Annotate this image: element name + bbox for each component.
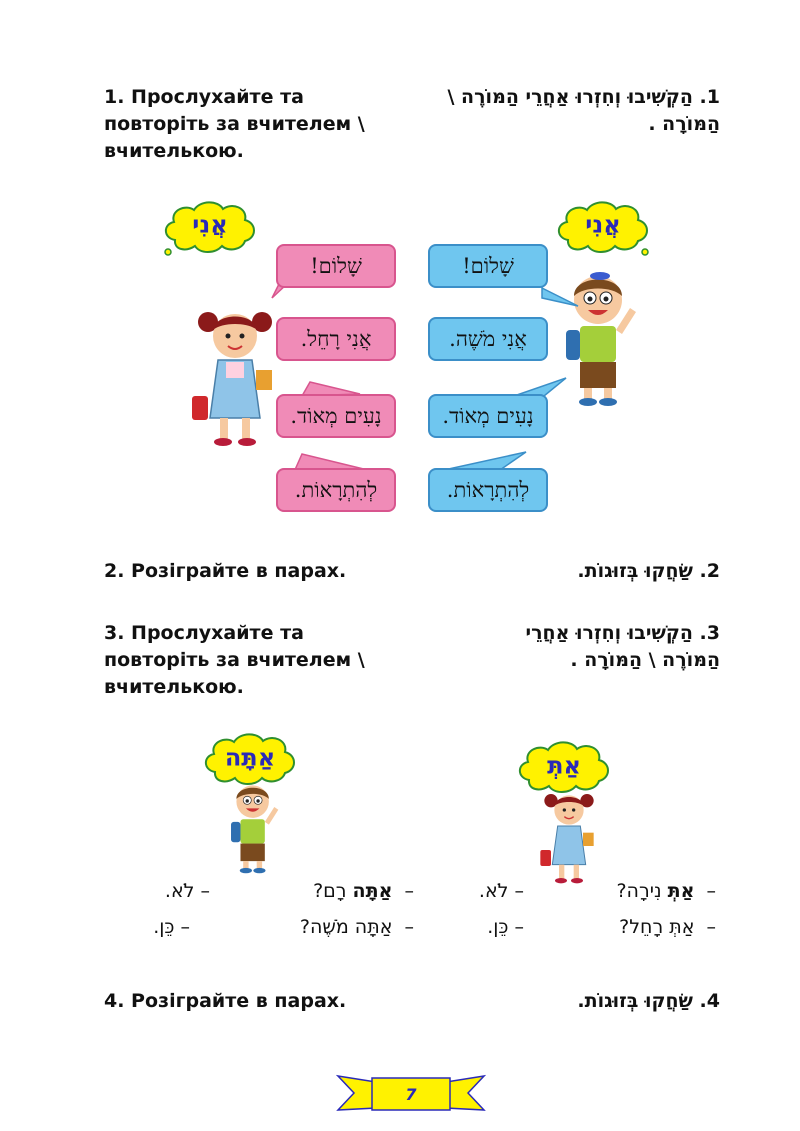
instruction-he-2: 2. שַׂחֲקוּ בְּזוּגוֹת. [577,560,720,582]
instruction-ua-1: 1. Прослухайте та повторіть за вчителем \ вчителькою. [104,86,365,162]
boy-bubble-3: נָעִים מְאוֹד. [428,394,548,438]
dialog-answer: – כֵּן. [153,916,190,938]
girl-bubble-4: לְהִתְרָאוֹת. [276,468,396,512]
dialog-question-text: אַתָּה מֹשֶׁה? [299,916,393,938]
instruction-he-4: 4. שַׂחֲקוּ בְּזוּגוֹת. [577,990,720,1012]
bubble-tail [540,284,580,314]
cloud-left-1 [160,196,260,256]
girl-bubble-1: שָׁלוֹם! [276,244,396,288]
cloud-word: אֲנִי [192,210,228,239]
dialog-question-text: נִירָה? [616,880,668,902]
dialog-answer: – לֹא. [478,880,524,902]
dialog-answer: – כֵּן. [487,916,524,938]
dialog-question-text: אַתְּ רָחֵל? [619,916,695,938]
boy-bubble-4: לְהִתְרָאוֹת. [428,468,548,512]
dialog-question-text: רָם? [313,880,353,902]
page-number-ribbon [336,1072,486,1114]
cloud-word: אֲנִי [585,210,621,239]
dialog-pronoun: אַתְּ [667,880,695,902]
girl-bubble-3: נָעִים מְאוֹד. [276,394,396,438]
dialog-question: – אַתְּ רָחֵל? [619,916,716,938]
cloud-right-1 [553,196,653,256]
cloud-word: אַתְּ [547,751,581,780]
boy-character-small [226,780,282,876]
dialog-question: – אַתָּה רָם? [313,880,414,902]
instruction-he-3: 3. הַקְשִׁיבוּ וְחִזְרוּ אַחֲרֵי הַמּוֹרֶה \ הַמּוֹרָה . [525,622,720,671]
cloud-word: אַתָּה [224,743,276,772]
instruction-ua-2: 2. Розіграйте в парах. [104,560,347,582]
girl-character [190,300,280,450]
boy-bubble-1: שָׁלוֹם! [428,244,548,288]
instruction-ua-3: 3. Прослухайте та повторіть за вчителем \ вчителькою. [104,622,365,698]
dialog-question: – אַתְּ נִירָה? [616,880,716,902]
boy-bubble-2: אֲנִי מֹשֶׁה. [428,317,548,361]
page-number: 7 [405,1084,417,1104]
dialog-answer: – לֹא. [164,880,210,902]
instruction-ua-4: 4. Розіграйте в парах. [104,990,347,1012]
girl-bubble-2: אֲנִי רָחֵל. [276,317,396,361]
dialog-question: – אַתָּה מֹשֶׁה? [299,916,414,938]
instruction-he-1: 1. הַקְשִׁיבוּ וְחִזְרוּ אַחֲרֵי הַמּוֹרֶה \ הַמּוֹרָה . [447,86,720,135]
girl-character-small [536,786,602,886]
dialog-pronoun: אַתָּה [352,880,393,902]
